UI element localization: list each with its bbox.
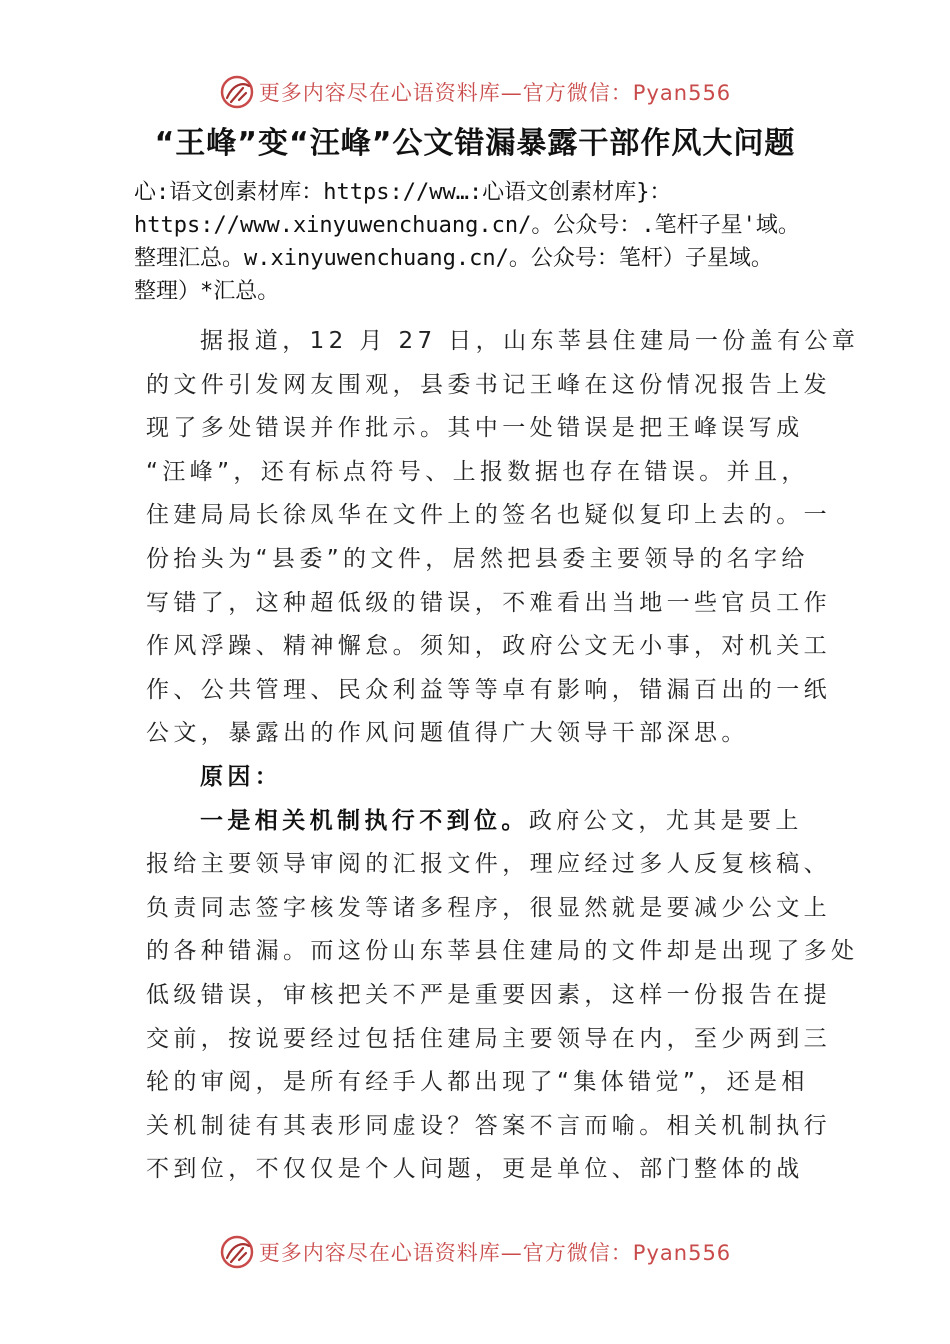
watermark-line: https://www.xinyuwenchuang.cn/。公众号：.笔杆子星'域。 <box>134 213 800 238</box>
section-heading: 原因： <box>200 764 283 790</box>
text-line: 公文，暴露出的作风问题值得广大领导干部深思。 <box>146 720 749 747</box>
text-line: 现了多处错误并作批示。其中一处错误是把王峰误写成 <box>146 415 804 442</box>
logo-icon <box>219 74 255 110</box>
watermark-line: 整理汇总。w.xinyuwenchuang.cn/。公众号：笔杆）子星域。 <box>134 246 773 271</box>
point-text: 政府公文，尤其是要上 <box>528 807 803 834</box>
text-line: 的各种错漏。而这份山东莘县住建局的文件却是出现了多处 <box>146 938 859 965</box>
paragraph-1 <box>146 320 860 756</box>
text-line: 据报道，12 月 27 日，山东莘县住建局一份盖有公章 <box>200 328 860 354</box>
text-line: 的文件引发网友围观，县委书记王峰在这份情况报告上发 <box>146 371 831 398</box>
text-line: 交前，按说要经过包括住建局主要领导在内，至少两到三 <box>146 1025 831 1052</box>
text-line: 负责同志签字核发等诸多程序，很显然就是要减少公文上 <box>146 894 831 921</box>
text-line <box>146 800 826 844</box>
text-line: 不到位，不仅仅是个人问题，更是单位、部门整体的战 <box>146 1156 804 1183</box>
point-lead: 一是相关机制执行不到位。 <box>200 807 529 834</box>
text-line: 住建局局长徐凤华在文件上的签名也疑似复印上去的。一 <box>146 502 831 529</box>
text-line: 作风浮躁、精神懈怠。须知，政府公文无小事，对机关工 <box>146 633 831 660</box>
logo-icon <box>219 1234 255 1270</box>
text-line: 报给主要领导审阅的汇报文件，理应经过多人反复核稿、 <box>146 851 831 878</box>
watermark-line: 整理）*汇总。 <box>134 279 280 304</box>
watermark-line: 心:语文创素材库：https://ww…:心语文创素材库}： <box>134 180 672 205</box>
text-line: 作、公共管理、民众利益等等卓有影响，错漏百出的一纸 <box>146 676 831 703</box>
header-banner <box>0 72 950 112</box>
document-title: “王峰”变“汪峰”公文错漏暴露干部作风大问题 <box>154 126 796 161</box>
text-line: 份抬头为“县委”的文件，居然把县委主要领导的名字给 <box>146 545 809 572</box>
text-line: 低级错误，审核把关不严是重要因素，这样一份报告在提 <box>146 981 831 1008</box>
banner-text: 更多内容尽在心语资料库—官方微信：Pyan556 <box>258 81 732 105</box>
footer-banner <box>0 1232 950 1272</box>
text-line: 轮的审阅，是所有经手人都出现了“集体错觉”，还是相 <box>146 1069 809 1096</box>
text-line: “汪峰”，还有标点符号、上报数据也存在错误。并且， <box>146 458 809 485</box>
banner-text: 更多内容尽在心语资料库—官方微信：Pyan556 <box>258 1241 732 1265</box>
section-reasons <box>146 756 859 1192</box>
text-line: 写错了，这种超低级的错误，不难看出当地一些官员工作 <box>146 589 831 616</box>
text-line: 关机制徒有其表形同虚设？答案不言而喻。相关机制执行 <box>146 1112 831 1139</box>
watermark-block <box>134 176 824 308</box>
